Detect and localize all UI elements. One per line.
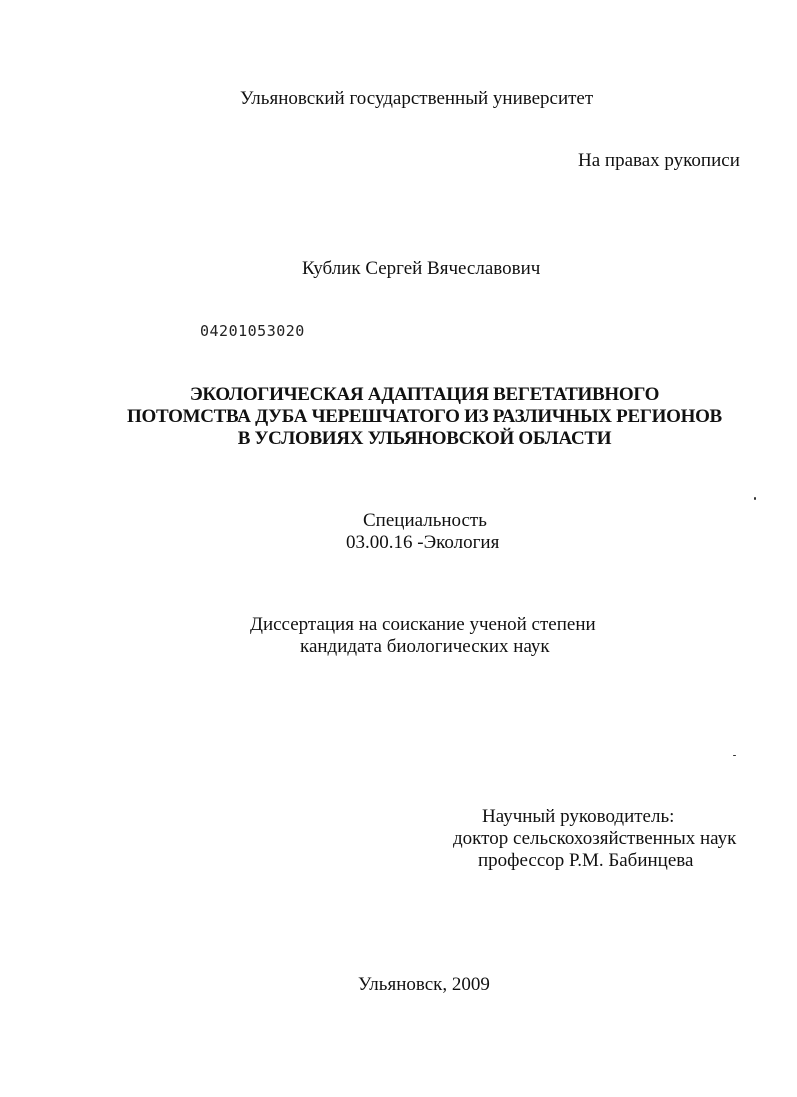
supervisor-degree: доктор сельскохозяйственных наук <box>453 828 737 849</box>
registration-code: 04201053020 <box>200 322 305 340</box>
specialty-value: 03.00.16 -Экология <box>346 532 500 553</box>
city-and-year: Ульяновск, 2009 <box>358 974 490 995</box>
author-name: Кублик Сергей Вячеславович <box>302 258 541 279</box>
dissertation-degree-line-2: кандидата биологических наук <box>300 636 550 657</box>
supervisor-name: профессор Р.М. Бабинцева <box>478 850 694 871</box>
thesis-title-line-2: ПОТОМСТВА ДУБА ЧЕРЕШЧАТОГО ИЗ РАЗЛИЧНЫХ РЕГИОНОВ <box>127 406 722 427</box>
scan-speck <box>733 755 736 756</box>
university-name: Ульяновский государственный университет <box>240 88 594 109</box>
thesis-title-line-1: ЭКОЛОГИЧЕСКАЯ АДАПТАЦИЯ ВЕГЕТАТИВНОГО <box>189 384 660 405</box>
thesis-title-line-3: В УСЛОВИЯХ УЛЬЯНОВСКОЙ ОБЛАСТИ <box>237 428 612 449</box>
dissertation-degree-line-1: Диссертация на соискание ученой степени <box>250 614 596 635</box>
specialty-label: Специальность <box>363 510 487 531</box>
manuscript-rights-note: На правах рукописи <box>578 150 740 171</box>
supervisor-label: Научный руководитель: <box>482 806 675 827</box>
scan-speck <box>754 497 756 500</box>
